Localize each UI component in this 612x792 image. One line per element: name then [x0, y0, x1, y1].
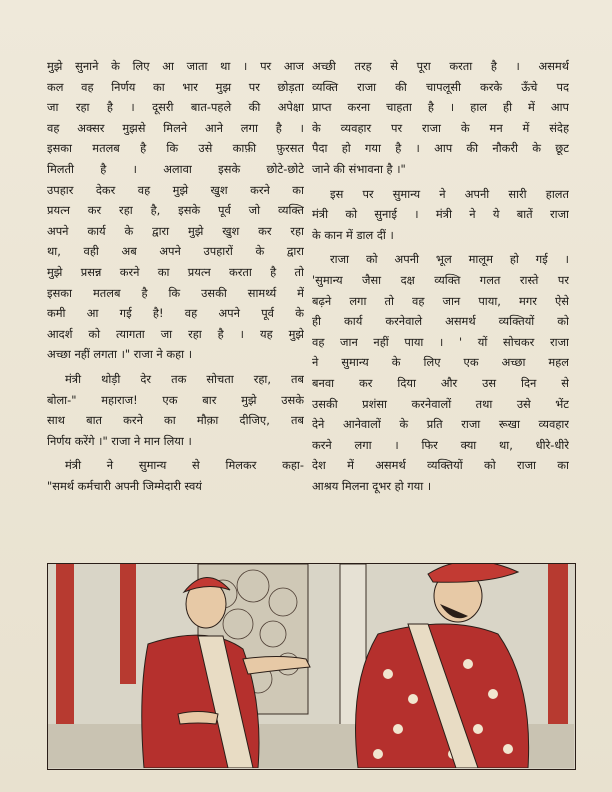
left-text-column	[47, 56, 304, 496]
court-scene-drawing	[48, 564, 574, 768]
text-line: कमी आ गई है! वह अपने पूर्व के	[47, 306, 304, 321]
pillar	[120, 564, 136, 684]
text-line: बोला-" महाराज! एक बार मुझे उसके	[47, 392, 304, 407]
text-line: ही कार्य करनेवाले असमर्थ व्यक्तियों को	[312, 314, 569, 329]
text-line: मंत्री को सुनाई । मंत्री ने ये बातें राजा	[312, 207, 569, 222]
text-line: अच्छा नहीं लगता ।" राजा ने कहा ।	[47, 347, 193, 362]
text-line: करने लगा । फिर क्या था, धीरे-धीरे	[312, 437, 569, 452]
text-line: बनवा कर दिया और उस दिन से	[312, 375, 569, 390]
text-line: 'सुमान्य जैसा दक्ष व्यक्ति गलत रास्ते पर	[312, 272, 569, 287]
text-line: मंत्री थोड़ी देर तक सोचता रहा, तब	[65, 371, 304, 386]
text-line: बढ़ने लगा तो वह जान पाया, मगर ऐसे	[312, 293, 569, 308]
text-line: इस पर सुमान्य ने अपनी सारी हालत	[330, 186, 569, 201]
paragraph	[47, 56, 304, 365]
text-line: ने सुमान्य के लिए एक अच्छा महल	[312, 355, 569, 370]
text-line: उसकी प्रशंसा करनेवालों तथा उसे भेंट	[312, 396, 569, 411]
text-line: मिलती है । अलावा इसके छोटे-छोटे	[47, 161, 304, 176]
text-line: अपने कार्य के द्वारा मुझे खुश कर रहा	[47, 223, 304, 238]
text-line: कल वह निर्णय का भार मुझ पर छोड़ता	[47, 79, 304, 94]
text-line: जा रहा है । दूसरी बात-पहले की अपेक्षा	[47, 100, 304, 115]
paragraph	[312, 184, 569, 246]
story-illustration	[47, 563, 576, 770]
text-line: था, वही अब अपने उपहारों के द्वारा	[47, 244, 304, 259]
text-line: मंत्री ने सुमान्य से मिलकर कहा-	[65, 458, 304, 473]
paragraph	[47, 455, 304, 496]
text-line: व्यक्ति राजा की चापलूसी करके ऊँचे पद	[312, 79, 569, 94]
text-line: वह अक्सर मुझसे मिलने आने लगा है ।	[47, 120, 304, 135]
paragraph	[312, 249, 569, 496]
paragraph	[47, 369, 304, 451]
text-line: इसका मतलब है कि उसे काफ़ी फ़ुरसत	[47, 141, 304, 156]
text-line: प्रयत्न कर रहा है, इसके पूर्व जो व्यक्ति	[47, 203, 304, 218]
text-line: साथ बात करने का मौक़ा दीजिए, तब	[47, 413, 304, 428]
text-line: देश में असमर्थ व्यक्तियों को राजा का	[312, 458, 569, 473]
text-line: पैदा हो गया है । आप की नौकरी के छूट	[312, 141, 569, 156]
text-line: उपहार देकर वह मुझे खुश करने का	[47, 182, 304, 197]
text-line: मुझे सुनाने के लिए आ जाता था । पर आज	[47, 59, 304, 73]
text-line: वह जान नहीं पाया । ' यों सोचकर राजा	[312, 334, 569, 349]
text-line: प्राप्त करना चाहता है । हाल ही में आप	[312, 100, 569, 115]
text-line: मुझे प्रसन्न करने का प्रयत्न करता है तो	[47, 264, 304, 279]
text-line: के व्यवहार पर राजा के मन में संदेह	[312, 120, 569, 135]
text-line: जाने की संभावना है ।"	[312, 161, 406, 176]
text-line: राजा को अपनी भूल मालूम हो गई ।	[330, 252, 569, 267]
text-line: इसका मतलब है कि उसकी सामर्थ्य में	[47, 285, 304, 300]
text-line: आश्रय मिलना दूभर हो गया ।	[312, 478, 432, 493]
text-line: "समर्थ कर्मचारी अपनी जिम्मेदारी स्वयं	[47, 478, 202, 493]
text-line: के कान में डाल दीं ।	[312, 227, 394, 242]
text-line: देने आनेवालों के प्रति राजा रूखा व्यवहार	[312, 417, 569, 432]
text-line: अच्छी तरह से पूरा करता है । असमर्थ	[312, 59, 569, 73]
text-line: आदर्श को त्यागता जा रहा है । यह मुझे	[47, 326, 304, 341]
paragraph	[312, 56, 569, 180]
right-text-column	[312, 56, 569, 496]
text-line: निर्णय करेंगे ।" राजा ने मान लिया ।	[47, 433, 192, 448]
